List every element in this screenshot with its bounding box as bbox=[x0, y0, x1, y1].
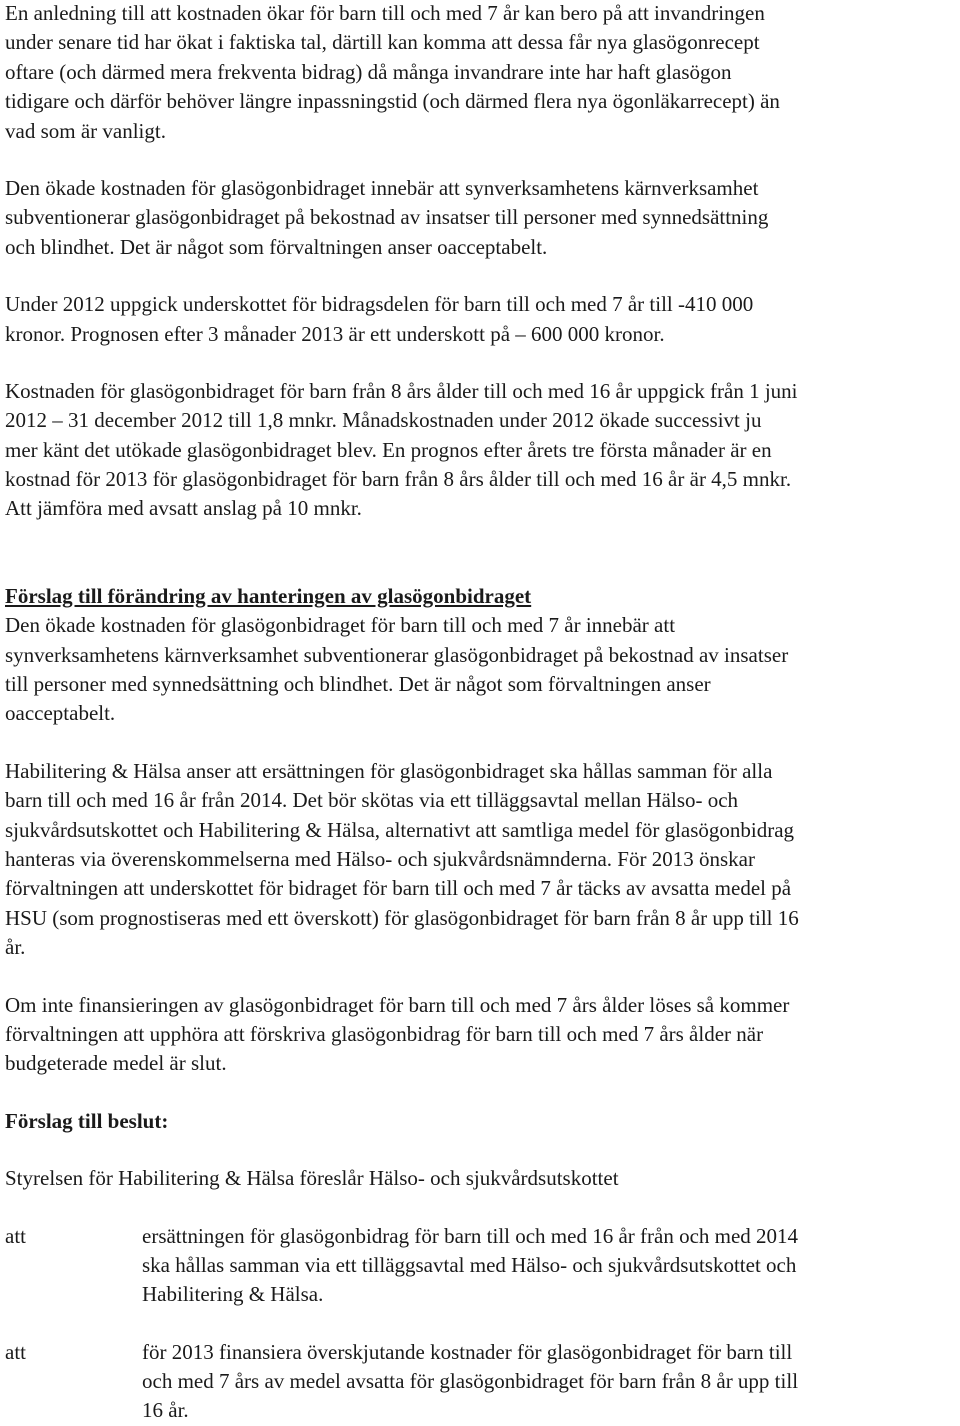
text-line: Den ökade kostnaden för glasögonbidraget innebär att synverksamhetens kärnverksamhet bbox=[5, 175, 759, 200]
document-page bbox=[5, 0, 955, 1426]
decision-item bbox=[5, 1222, 955, 1310]
section-proposal-change bbox=[5, 582, 955, 729]
text-line: Kostnaden för glasögonbidraget för barn från 8 års ålder till och med 16 år uppgick från 1 juni bbox=[5, 378, 798, 403]
text-line: kostnad för 2013 för glasögonbidraget för barn från 8 års ålder till och med 16 år är 4,5 mnkr. bbox=[5, 467, 792, 492]
text-line: tidigare och därför behöver längre inpassningstid (och därmed flera nya ögonläkarrecept) än bbox=[5, 89, 780, 114]
paragraph-immigration-cause bbox=[5, 0, 955, 146]
paragraph-habilitering-position bbox=[5, 757, 955, 963]
text-line: subventionerar glasögonbidraget på bekostnad av insatser till personer med synnedsättning bbox=[5, 205, 769, 230]
text-line: kronor. Prognosen efter 3 månader 2013 är ett underskott på – 600 000 kronor. bbox=[5, 321, 665, 346]
decision-body bbox=[142, 1338, 955, 1426]
paragraph-increased-cost bbox=[5, 174, 955, 262]
text-line: oacceptabelt. bbox=[5, 701, 116, 726]
decision-item bbox=[5, 1338, 955, 1426]
text-line: oftare (och därmed mera frekventa bidrag) då många invandrare inte har haft glasögon bbox=[5, 59, 732, 84]
text-line: synverksamhetens kärnverksamhet subventionerar glasögonbidraget på bekostnad av insatser bbox=[5, 642, 789, 667]
text-line: ska hållas samman via ett tilläggsavtal med Hälso- och sjukvårdsutskottet och bbox=[142, 1252, 797, 1277]
text-line: under senare tid har ökat i faktiska tal, därtill kan komma att dessa får nya glasögonrecept bbox=[5, 30, 760, 55]
text-line: 16 år. bbox=[142, 1398, 189, 1423]
text-line: 2012 – 31 december 2012 till 1,8 mnkr. Månadskostnaden under 2012 ökade successivt ju bbox=[5, 408, 762, 433]
text-line: förvaltningen att underskottet för bidraget för barn till och med 7 år täcks av avsatta medel på bbox=[5, 876, 792, 901]
text-line: år. bbox=[5, 935, 26, 960]
text-line: mer känt det utökade glasögonbidraget blev. En prognos efter årets tre första månader är en bbox=[5, 437, 772, 462]
text-line: budgeterade medel är slut. bbox=[5, 1051, 227, 1076]
text-line: och med 7 års av medel avsatta för glasögonbidraget för barn från 8 år upp till bbox=[142, 1369, 799, 1394]
text-line: Habilitering & Hälsa anser att ersättningen för glasögonbidraget ska hållas samman för alla bbox=[5, 758, 773, 783]
text-line: till personer med synnedsättning och blindhet. Det är något som förvaltningen anser bbox=[5, 672, 711, 697]
text-line: Om inte finansieringen av glasögonbidraget för barn till och med 7 års ålder löses så kommer bbox=[5, 992, 790, 1017]
text-line: ersättningen för glasögonbidrag för barn till och med 16 år från och med 2014 bbox=[142, 1223, 799, 1248]
section-heading: Förslag till förändring av hanteringen av glasögonbidraget bbox=[5, 583, 532, 608]
text-line: En anledning till att kostnaden ökar för barn till och med 7 år kan bero på att invandringen bbox=[5, 1, 765, 25]
paragraph-cost-8-16 bbox=[5, 377, 955, 524]
text-line: hanteras via överenskommelserna med Hälso- och sjukvårdsnämnderna. För 2013 önskar bbox=[5, 846, 755, 871]
text-line: HSU (som prognostiseras med ett överskott) för glasögonbidraget för barn från 8 år upp till 16 bbox=[5, 905, 799, 930]
section-heading-decision: Förslag till beslut: bbox=[5, 1108, 169, 1133]
text-line: för 2013 finansiera överskjutande kostnader för glasögonbidraget för barn till bbox=[142, 1339, 793, 1364]
text-line: vad som är vanligt. bbox=[5, 118, 166, 143]
text-line: Att jämföra med avsatt anslag på 10 mnkr. bbox=[5, 496, 362, 521]
decision-body bbox=[142, 1222, 955, 1310]
text-line: förvaltningen att upphöra att förskriva glasögonbidrag för barn till och med 7 års ålder när bbox=[5, 1021, 764, 1046]
text-line: och blindhet. Det är något som förvaltningen anser oacceptabelt. bbox=[5, 234, 548, 259]
text-line: Habilitering & Hälsa. bbox=[142, 1282, 324, 1307]
text-line: Den ökade kostnaden för glasögonbidraget för barn till och med 7 år innebär att bbox=[5, 613, 676, 638]
decision-label: att bbox=[5, 1223, 26, 1248]
text-line: Under 2012 uppgick underskottet för bidragsdelen för barn till och med 7 år till -410 000 bbox=[5, 292, 754, 317]
paragraph-deficit-2012 bbox=[5, 290, 955, 349]
text-line-board-proposal: Styrelsen för Habilitering & Hälsa föreslår Hälso- och sjukvårdsutskottet bbox=[5, 1166, 619, 1191]
paragraph-financing-consequence bbox=[5, 991, 955, 1079]
text-line: barn till och med 16 år från 2014. Det bör skötas via ett tilläggsavtal mellan Hälso- och bbox=[5, 788, 739, 813]
text-line: sjukvårdsutskottet och Habilitering & Hälsa, alternativt att samtliga medel för glasögonbidrag bbox=[5, 817, 795, 842]
decision-label: att bbox=[5, 1339, 26, 1364]
